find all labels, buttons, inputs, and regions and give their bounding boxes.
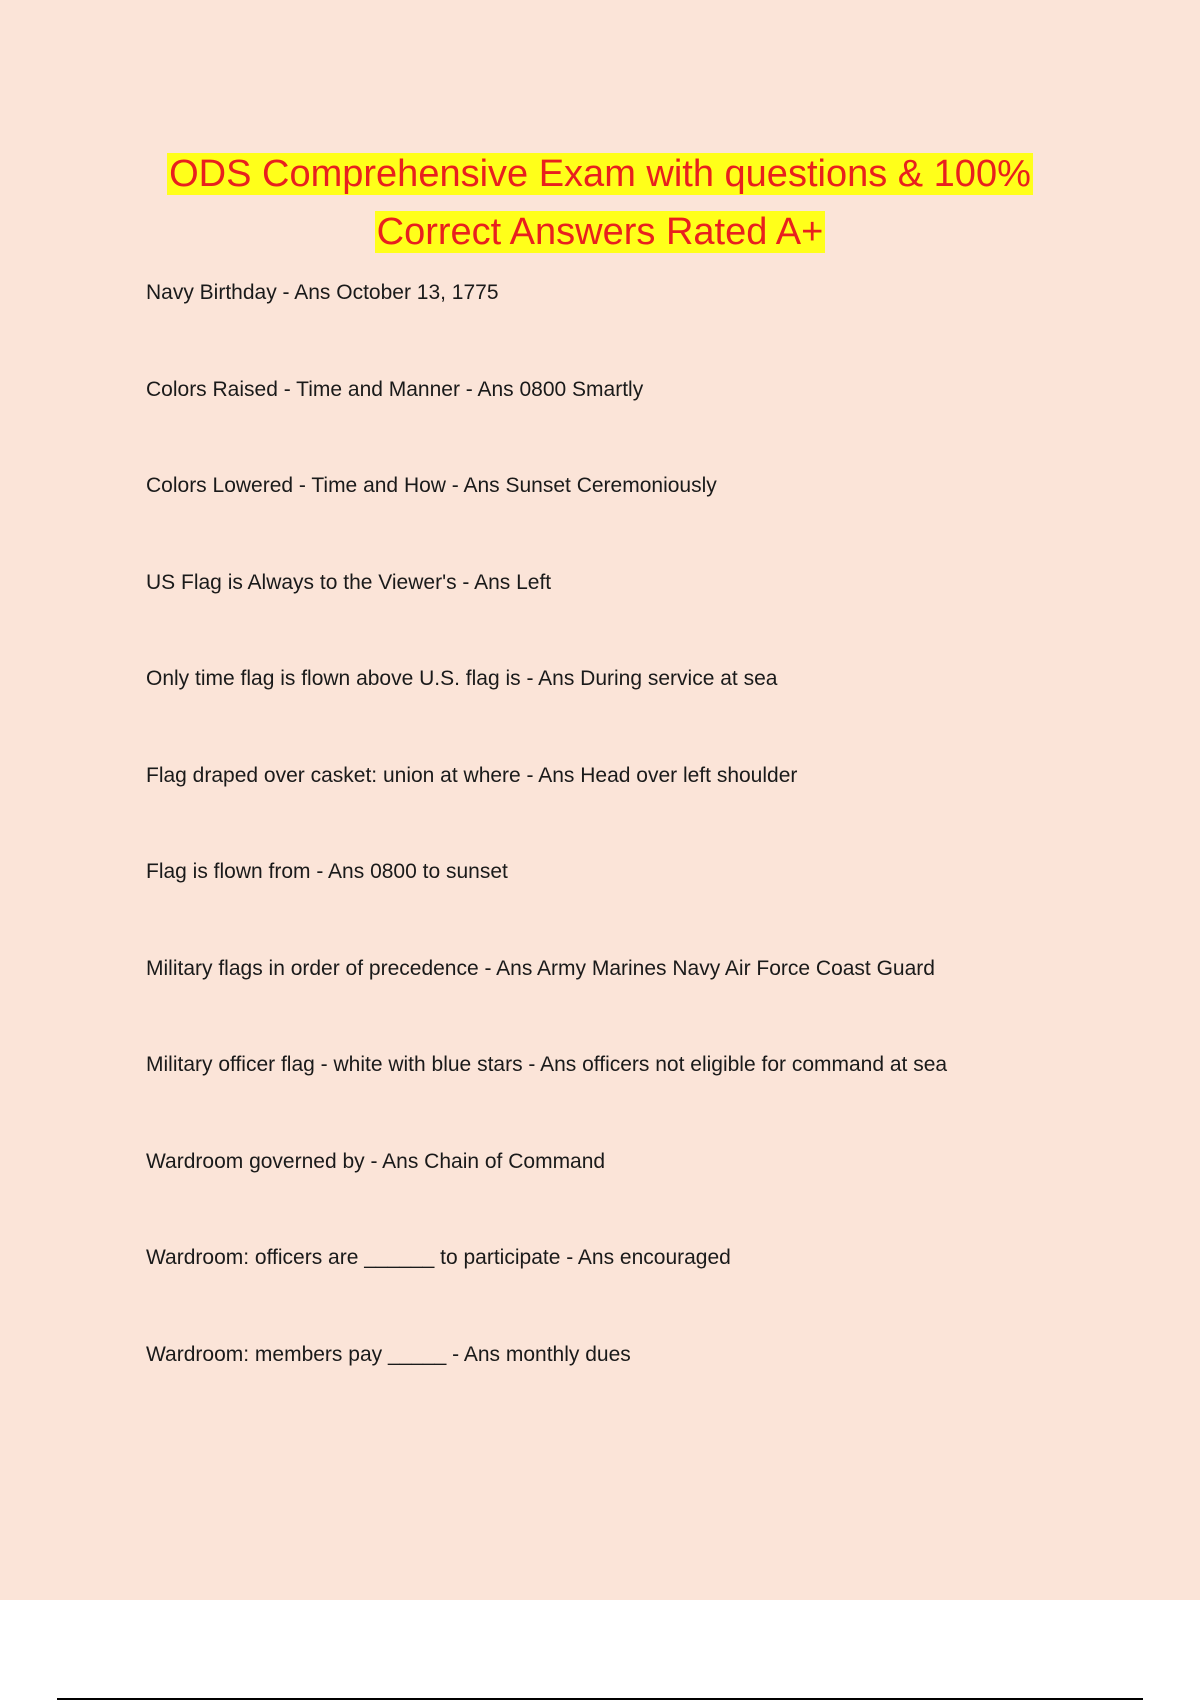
question-answer-list xyxy=(146,276,1146,1434)
qa-item-officer-flag: Military officer flag - white with blue stars - Ans officers not eligible for command at sea xyxy=(146,1053,948,1076)
qa-item-colors-raised: Colors Raised - Time and Manner - Ans 0800 Smartly xyxy=(146,377,644,401)
title-line-1: ODS Comprehensive Exam with questions & 100% xyxy=(169,153,1031,195)
qa-item-flag-flown-from: Flag is flown from - Ans 0800 to sunset xyxy=(146,860,508,883)
qa-item-wardroom-dues: Wardroom: members pay _____ - Ans monthly dues xyxy=(146,1342,631,1366)
qa-item-navy-birthday: Navy Birthday - Ans October 13, 1775 xyxy=(146,281,499,304)
page-title xyxy=(0,145,1200,261)
qa-item-flag-precedence: Military flags in order of precedence - Ans Army Marines Navy Air Force Coast Guard xyxy=(146,956,935,980)
qa-item-flag-above-us-flag: Only time flag is flown above U.S. flag is - Ans During service at sea xyxy=(146,667,778,690)
qa-item-us-flag-position: US Flag is Always to the Viewer's - Ans Left xyxy=(146,570,552,594)
qa-item-flag-draped-casket: Flag draped over casket: union at where - Ans Head over left shoulder xyxy=(146,763,798,787)
qa-item-wardroom-governed: Wardroom governed by - Ans Chain of Command xyxy=(146,1149,606,1173)
qa-item-wardroom-participate: Wardroom: officers are ______ to participate - Ans encouraged xyxy=(146,1246,731,1269)
qa-item-colors-lowered: Colors Lowered - Time and How - Ans Sunset Ceremoniously xyxy=(146,474,717,497)
title-line-2: Correct Answers Rated A+ xyxy=(376,211,824,253)
